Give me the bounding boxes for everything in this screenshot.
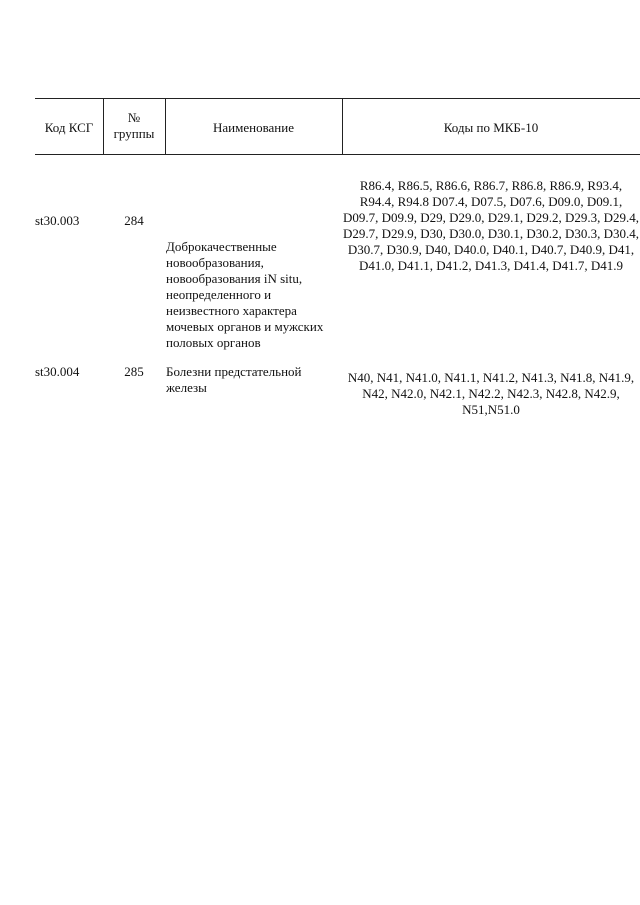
row-name: Доброкачественные новообразования, новообразования iN situ, неопределенного и неизвестного характера мочевых органов и мужских половых органов [166, 239, 324, 350]
row-group: 284 [124, 213, 144, 228]
row-code: st30.004 [35, 364, 80, 379]
header-name: Наименование [213, 120, 294, 135]
header-bottom-rule [35, 154, 640, 155]
header-mkb: Коды по МКБ-10 [443, 120, 539, 135]
row-mkb-codes: R86.4, R86.5, R86.6, R86.7, R86.8, R86.9, R93.4, R94.4, R94.8 D07.4, D07.5, D07.6, D09.0, D09.1, D09.7, D09.9, D29, D29.0, D29.1, D29.2, D29.3, D29.4, D29.7, D29.9, D30, D30.0, D30.1, D30.2, D30.3, D30.4, D30.7, D30.9, D40, D40.0, D40.1, D40.7, D40.9, D41, D41.0, D41.1, D41.2, D41.3, D41.4, D41.7, D41.9 [342, 178, 640, 273]
header-group-symbol: № [127, 110, 141, 125]
row-name: Болезни предстательной железы [166, 364, 302, 395]
row-group: 285 [124, 364, 144, 379]
row-code: st30.003 [35, 213, 80, 228]
header-group-word: группы [113, 126, 155, 141]
header-group [103, 110, 165, 142]
header-code: Код КСГ [44, 120, 94, 135]
header-top-rule [35, 98, 640, 99]
row-mkb-codes: N40, N41, N41.0, N41.1, N41.2, N41.3, N41.8, N41.9, N42, N42.0, N42.1, N42.2, N42.3, N42.8, N42.9, N51,N51.0 [347, 370, 635, 417]
